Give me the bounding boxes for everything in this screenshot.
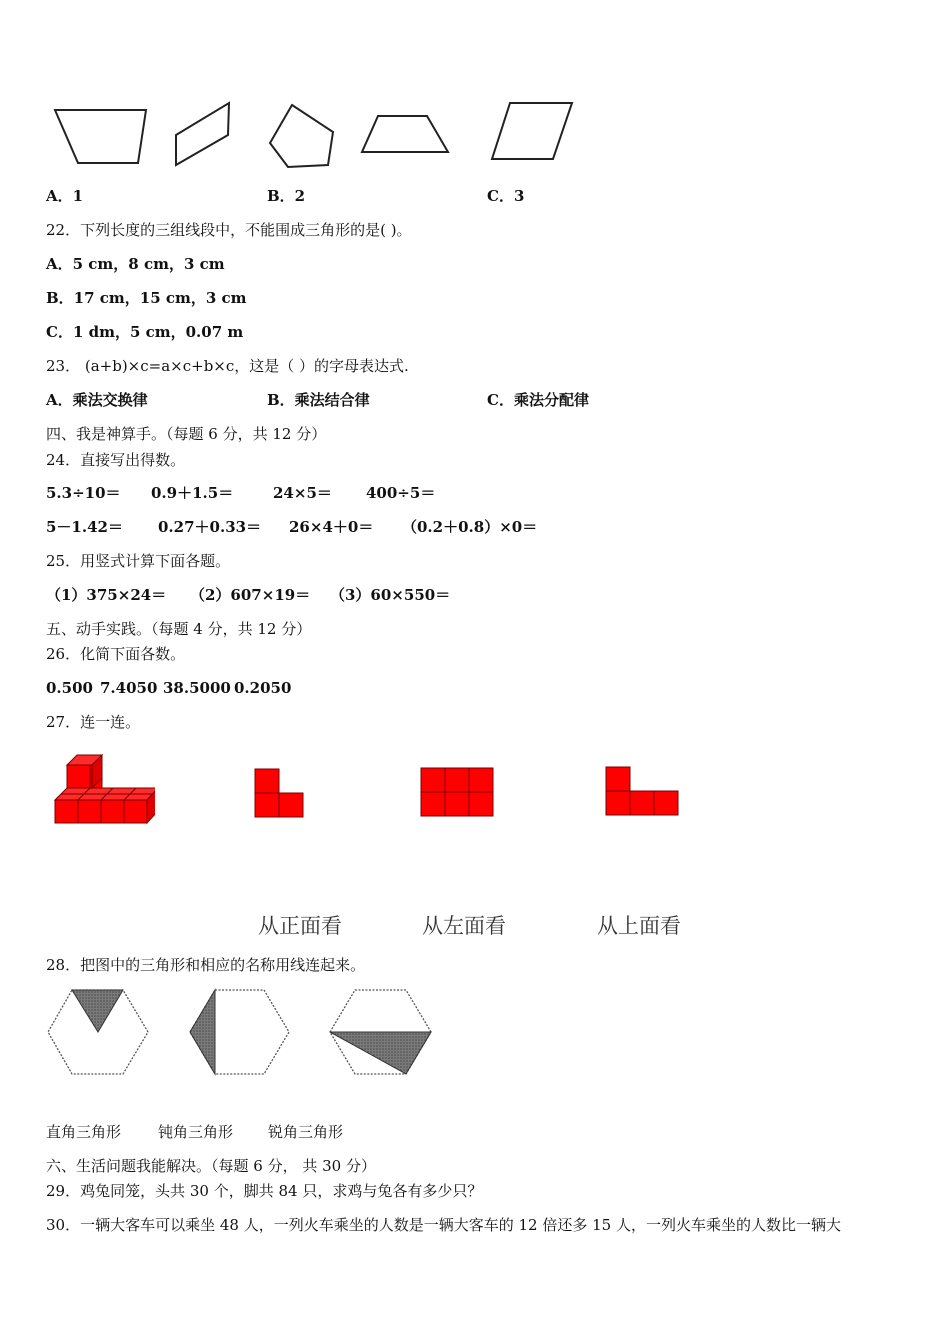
q21-shapes	[40, 95, 600, 175]
q30-stem: 30．一辆大客车可以乘坐 48 人，一列火车乘坐的人数是一辆大客车的 12 倍还多 15 人，一列火车乘坐的人数比一辆大	[46, 1216, 841, 1234]
q24-item: 0.9＋1.5＝	[151, 484, 234, 502]
q22-stem: 22．下列长度的三组线段中，不能围成三角形的是( )。	[46, 221, 412, 239]
parallelogram-shape	[176, 103, 229, 165]
q22-option-b[interactable]: B．17 cm，15 cm，3 cm	[46, 289, 247, 307]
view-shape-rect	[420, 767, 495, 819]
cube-stack-figure	[50, 750, 155, 830]
q27-stem: 27．连一连。	[46, 713, 141, 731]
q28-stem: 28．把图中的三角形和相应的名称用线连起来。	[46, 956, 366, 974]
q25-item: （3）60×550＝	[330, 586, 451, 604]
q26-number: 0.500	[46, 679, 93, 697]
view-label-front: 从正面看	[258, 914, 342, 938]
section-4-title: 四、我是神算手。（每题 6 分，共 12 分）	[46, 425, 327, 443]
q22-option-a[interactable]: A．5 cm，8 cm，3 cm	[46, 255, 225, 273]
pentagon-shape	[270, 105, 333, 167]
q24-item: 400÷5＝	[366, 484, 436, 502]
q26-stem: 26．化简下面各数。	[46, 645, 186, 663]
q22-option-c[interactable]: C．1 dm，5 cm，0.07 m	[46, 323, 244, 341]
q25-item: （1）375×24＝	[46, 586, 167, 604]
q21-option-a[interactable]: A．1	[46, 187, 84, 205]
view-shape-long-l	[605, 766, 681, 818]
q26-number: 7.4050	[100, 679, 158, 697]
q25-stem: 25．用竖式计算下面各题。	[46, 552, 231, 570]
trapezoid-shape	[55, 110, 146, 163]
q24-stem: 24．直接写出得数。	[46, 451, 186, 469]
section-6-title: 六、生活问题我能解决。（每题 6 分， 共 30 分）	[46, 1157, 376, 1175]
q23-stem: 23． (a+b)×c=a×c+b×c，这是（ ）的字母表达式.	[46, 357, 409, 375]
q26-number: 38.5000	[163, 679, 231, 697]
q23-option-a[interactable]: A．乘法交换律	[46, 391, 148, 409]
q24-item: 5－1.42＝	[46, 518, 123, 536]
q24-item: 5.3÷10＝	[46, 484, 121, 502]
q21-option-c[interactable]: C．3	[487, 187, 525, 205]
q23-option-b[interactable]: B．乘法结合律	[267, 391, 370, 409]
q24-item: 26×4＋0＝	[289, 518, 374, 536]
shaded-triangle-3	[330, 1032, 431, 1074]
q24-item: 24×5＝	[273, 484, 332, 502]
q21-option-b[interactable]: B．2	[267, 187, 306, 205]
q25-item: （2）607×19＝	[190, 586, 311, 604]
q23-option-c[interactable]: C．乘法分配律	[487, 391, 589, 409]
section-5-title: 五、动手实践。（每题 4 分，共 12 分）	[46, 620, 312, 638]
view-label-left: 从左面看	[422, 914, 506, 938]
rhombus-shape	[492, 103, 572, 159]
q28-name-obtuse: 钝角三角形	[158, 1123, 234, 1141]
view-shape-l	[254, 768, 306, 820]
shaded-triangle-1	[72, 990, 123, 1032]
q28-name-right: 直角三角形	[46, 1123, 122, 1141]
q29-stem: 29．鸡兔同笼，头共 30 个，脚共 84 只，求鸡与兔各有多少只？	[46, 1182, 483, 1200]
q28-name-acute: 锐角三角形	[268, 1123, 344, 1141]
q26-number: 0.2050	[234, 679, 292, 697]
isosceles-trapezoid-shape	[362, 116, 448, 152]
view-label-top: 从上面看	[597, 914, 681, 938]
shaded-triangle-2	[190, 990, 215, 1074]
q24-item: （0.2＋0.8）×0＝	[402, 518, 538, 536]
hexagon-figures	[40, 985, 440, 1080]
q24-item: 0.27＋0.33＝	[158, 518, 262, 536]
